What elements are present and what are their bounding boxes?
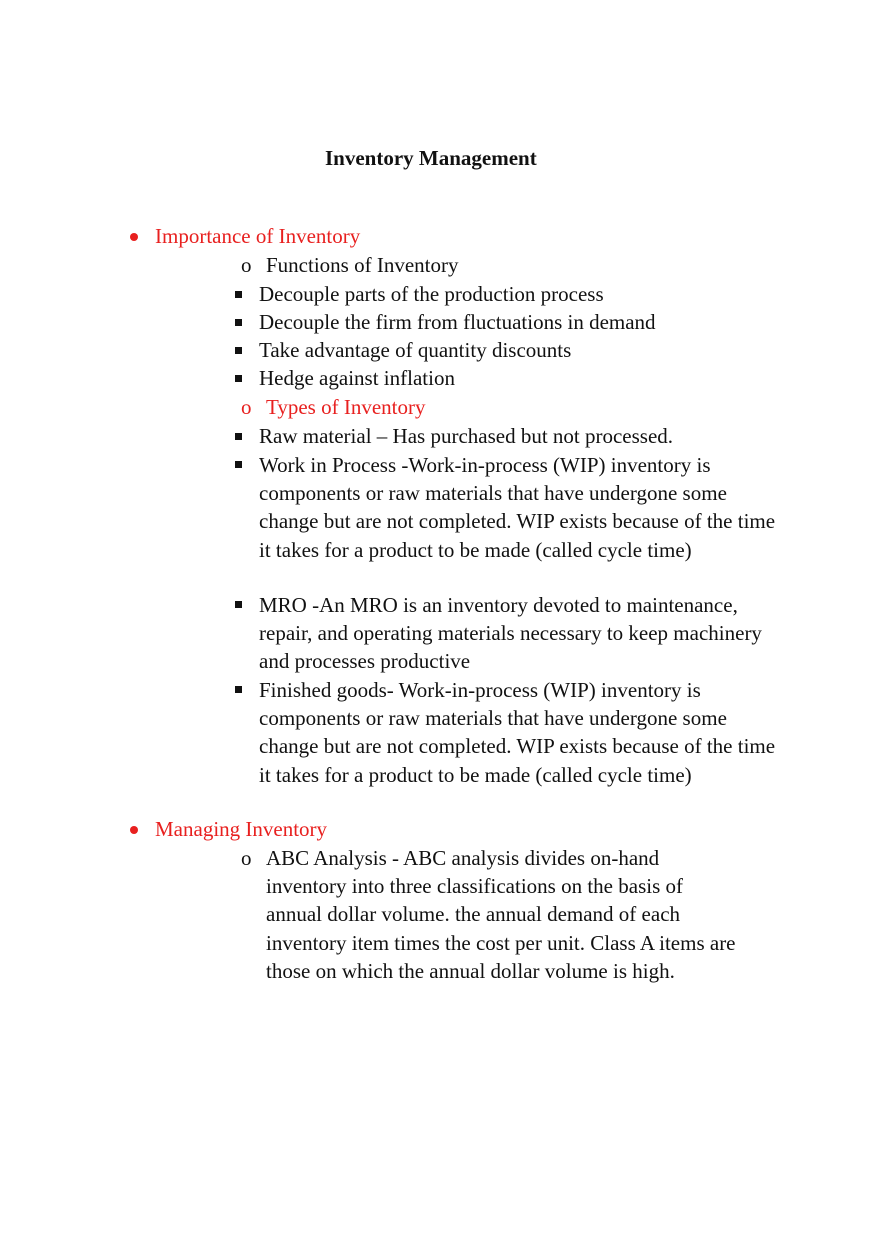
section-heading-importance: Importance of Inventory xyxy=(155,224,361,248)
list-item: Decouple parts of the production process xyxy=(259,282,604,306)
list-item: Take advantage of quantity discounts xyxy=(259,338,572,362)
list-item: Decouple the firm from fluctuations in demand xyxy=(259,310,656,334)
circle-bullet-icon: o xyxy=(241,395,252,419)
list-item: Raw material – Has purchased but not processed. xyxy=(259,424,674,448)
circle-bullet-icon: o xyxy=(241,253,252,277)
list-item: Work in Process -Work-in-process (WIP) inventory is components or raw materials that have undergone some change but are not completed. WIP exists because of the time it takes for a product to be made (called cycle time) xyxy=(259,453,776,562)
list-item: MRO -An MRO is an inventory devoted to maintenance, repair, and operating materials necessary to keep machinery and processes productive xyxy=(259,593,762,674)
list-item: Hedge against inflation xyxy=(259,366,455,390)
list-item: Finished goods- Work-in-process (WIP) inventory is components or raw materials that have undergone some change but are not completed. WIP exists because of the time it takes for a product to be made (called cycle time) xyxy=(259,678,776,787)
bullet-icon xyxy=(130,233,138,241)
list-item: ABC Analysis - ABC analysis divides on-hand inventory into three classifications on the basis of annual dollar volume. the annual demand of each inventory item times the cost per unit. Class A items are those on which the annual dollar volume is high. xyxy=(266,846,736,983)
page-title: Inventory Management xyxy=(325,146,537,170)
subheading-types: Types of Inventory xyxy=(266,395,426,419)
square-bullet-icon xyxy=(235,375,242,382)
section-heading-managing: Managing Inventory xyxy=(155,817,328,841)
square-bullet-icon xyxy=(235,347,242,354)
square-bullet-icon xyxy=(235,319,242,326)
square-bullet-icon xyxy=(235,686,242,693)
square-bullet-icon xyxy=(235,601,242,608)
square-bullet-icon xyxy=(235,291,242,298)
bullet-icon xyxy=(130,826,138,834)
square-bullet-icon xyxy=(235,433,242,440)
subheading-functions: Functions of Inventory xyxy=(266,253,459,277)
square-bullet-icon xyxy=(235,461,242,468)
circle-bullet-icon: o xyxy=(241,846,252,870)
